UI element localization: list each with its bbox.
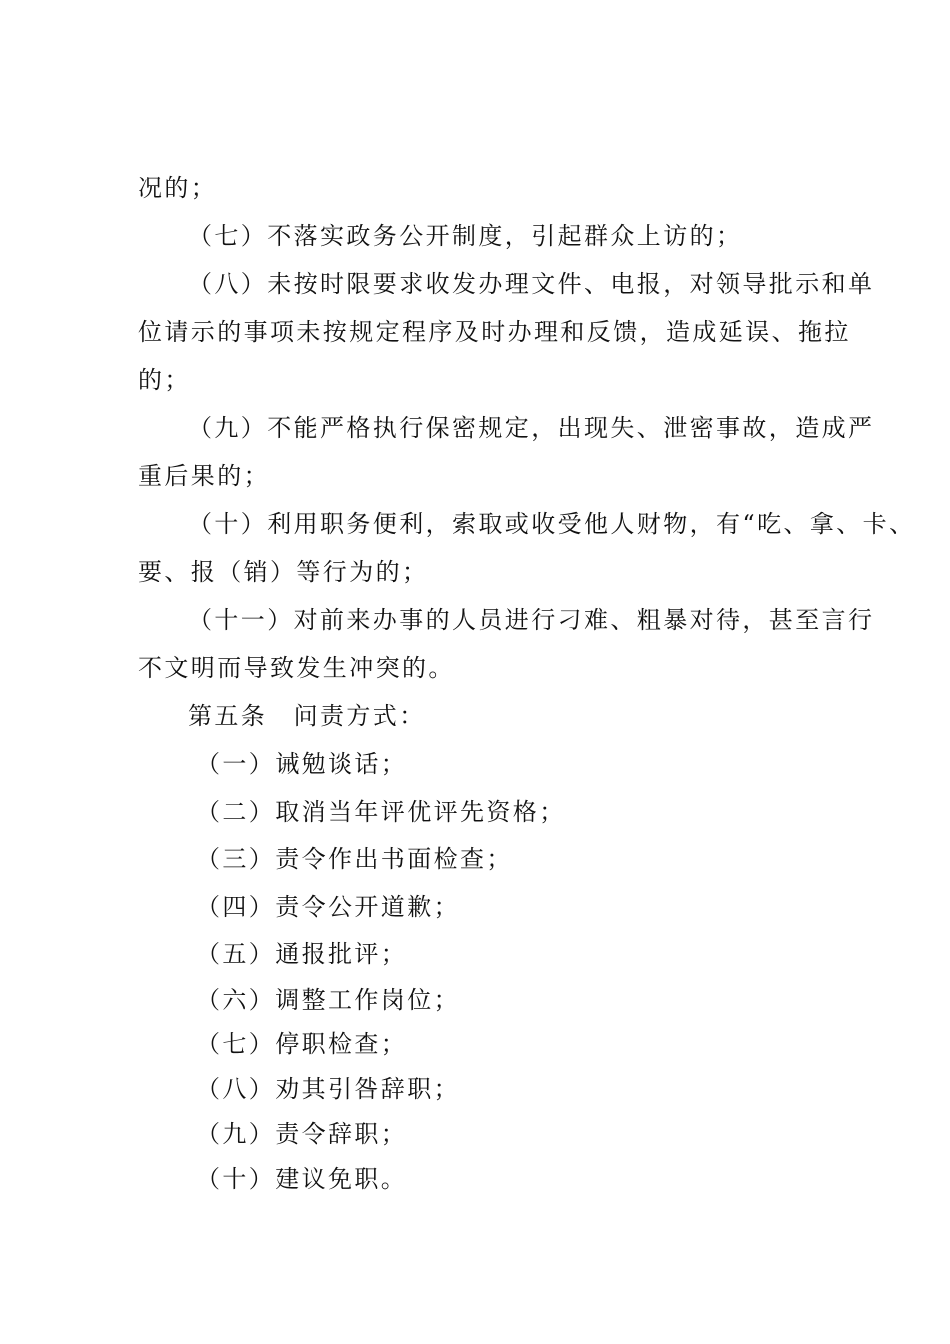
clause-11-line-2: 不文明而导致发生冲突的。 — [138, 654, 455, 682]
article-5-heading: 第五条 问责方式： — [188, 702, 426, 730]
text-line-continuation: 况的； — [138, 174, 218, 202]
clause-10-line-2: 要、报（销）等行为的； — [138, 558, 429, 586]
clause-8-line-1: （八）未按时限要求收发办理文件、电报，对领导批示和单 — [188, 270, 875, 298]
clause-8-line-2: 位请示的事项未按规定程序及时办理和反馈，造成延误、拖拉 — [138, 318, 851, 346]
method-9: （九）责令辞职； — [196, 1120, 408, 1148]
method-10: （十）建议免职。 — [196, 1165, 408, 1193]
clause-9-line-2: 重后果的； — [138, 462, 270, 490]
clause-8-line-3: 的； — [138, 366, 191, 394]
clause-11-line-1: （十一）对前来办事的人员进行刁难、粗暴对待，甚至言行 — [188, 606, 875, 634]
clause-7: （七）不落实政务公开制度，引起群众上访的； — [188, 222, 743, 250]
method-2: （二）取消当年评优评先资格； — [196, 798, 566, 826]
method-7: （七）停职检查； — [196, 1030, 408, 1058]
method-8: （八）劝其引咎辞职； — [196, 1075, 460, 1103]
method-6: （六）调整工作岗位； — [196, 986, 460, 1014]
clause-10-line-1: （十）利用职务便利，索取或收受他人财物，有“吃、拿、卡、 — [188, 510, 916, 538]
clause-9-line-1: （九）不能严格执行保密规定，出现失、泄密事故，造成严 — [188, 414, 875, 442]
method-4: （四）责令公开道歉； — [196, 893, 460, 921]
method-1: （一）诫勉谈话； — [196, 750, 408, 778]
method-5: （五）通报批评； — [196, 940, 408, 968]
method-3: （三）责令作出书面检查； — [196, 845, 513, 873]
